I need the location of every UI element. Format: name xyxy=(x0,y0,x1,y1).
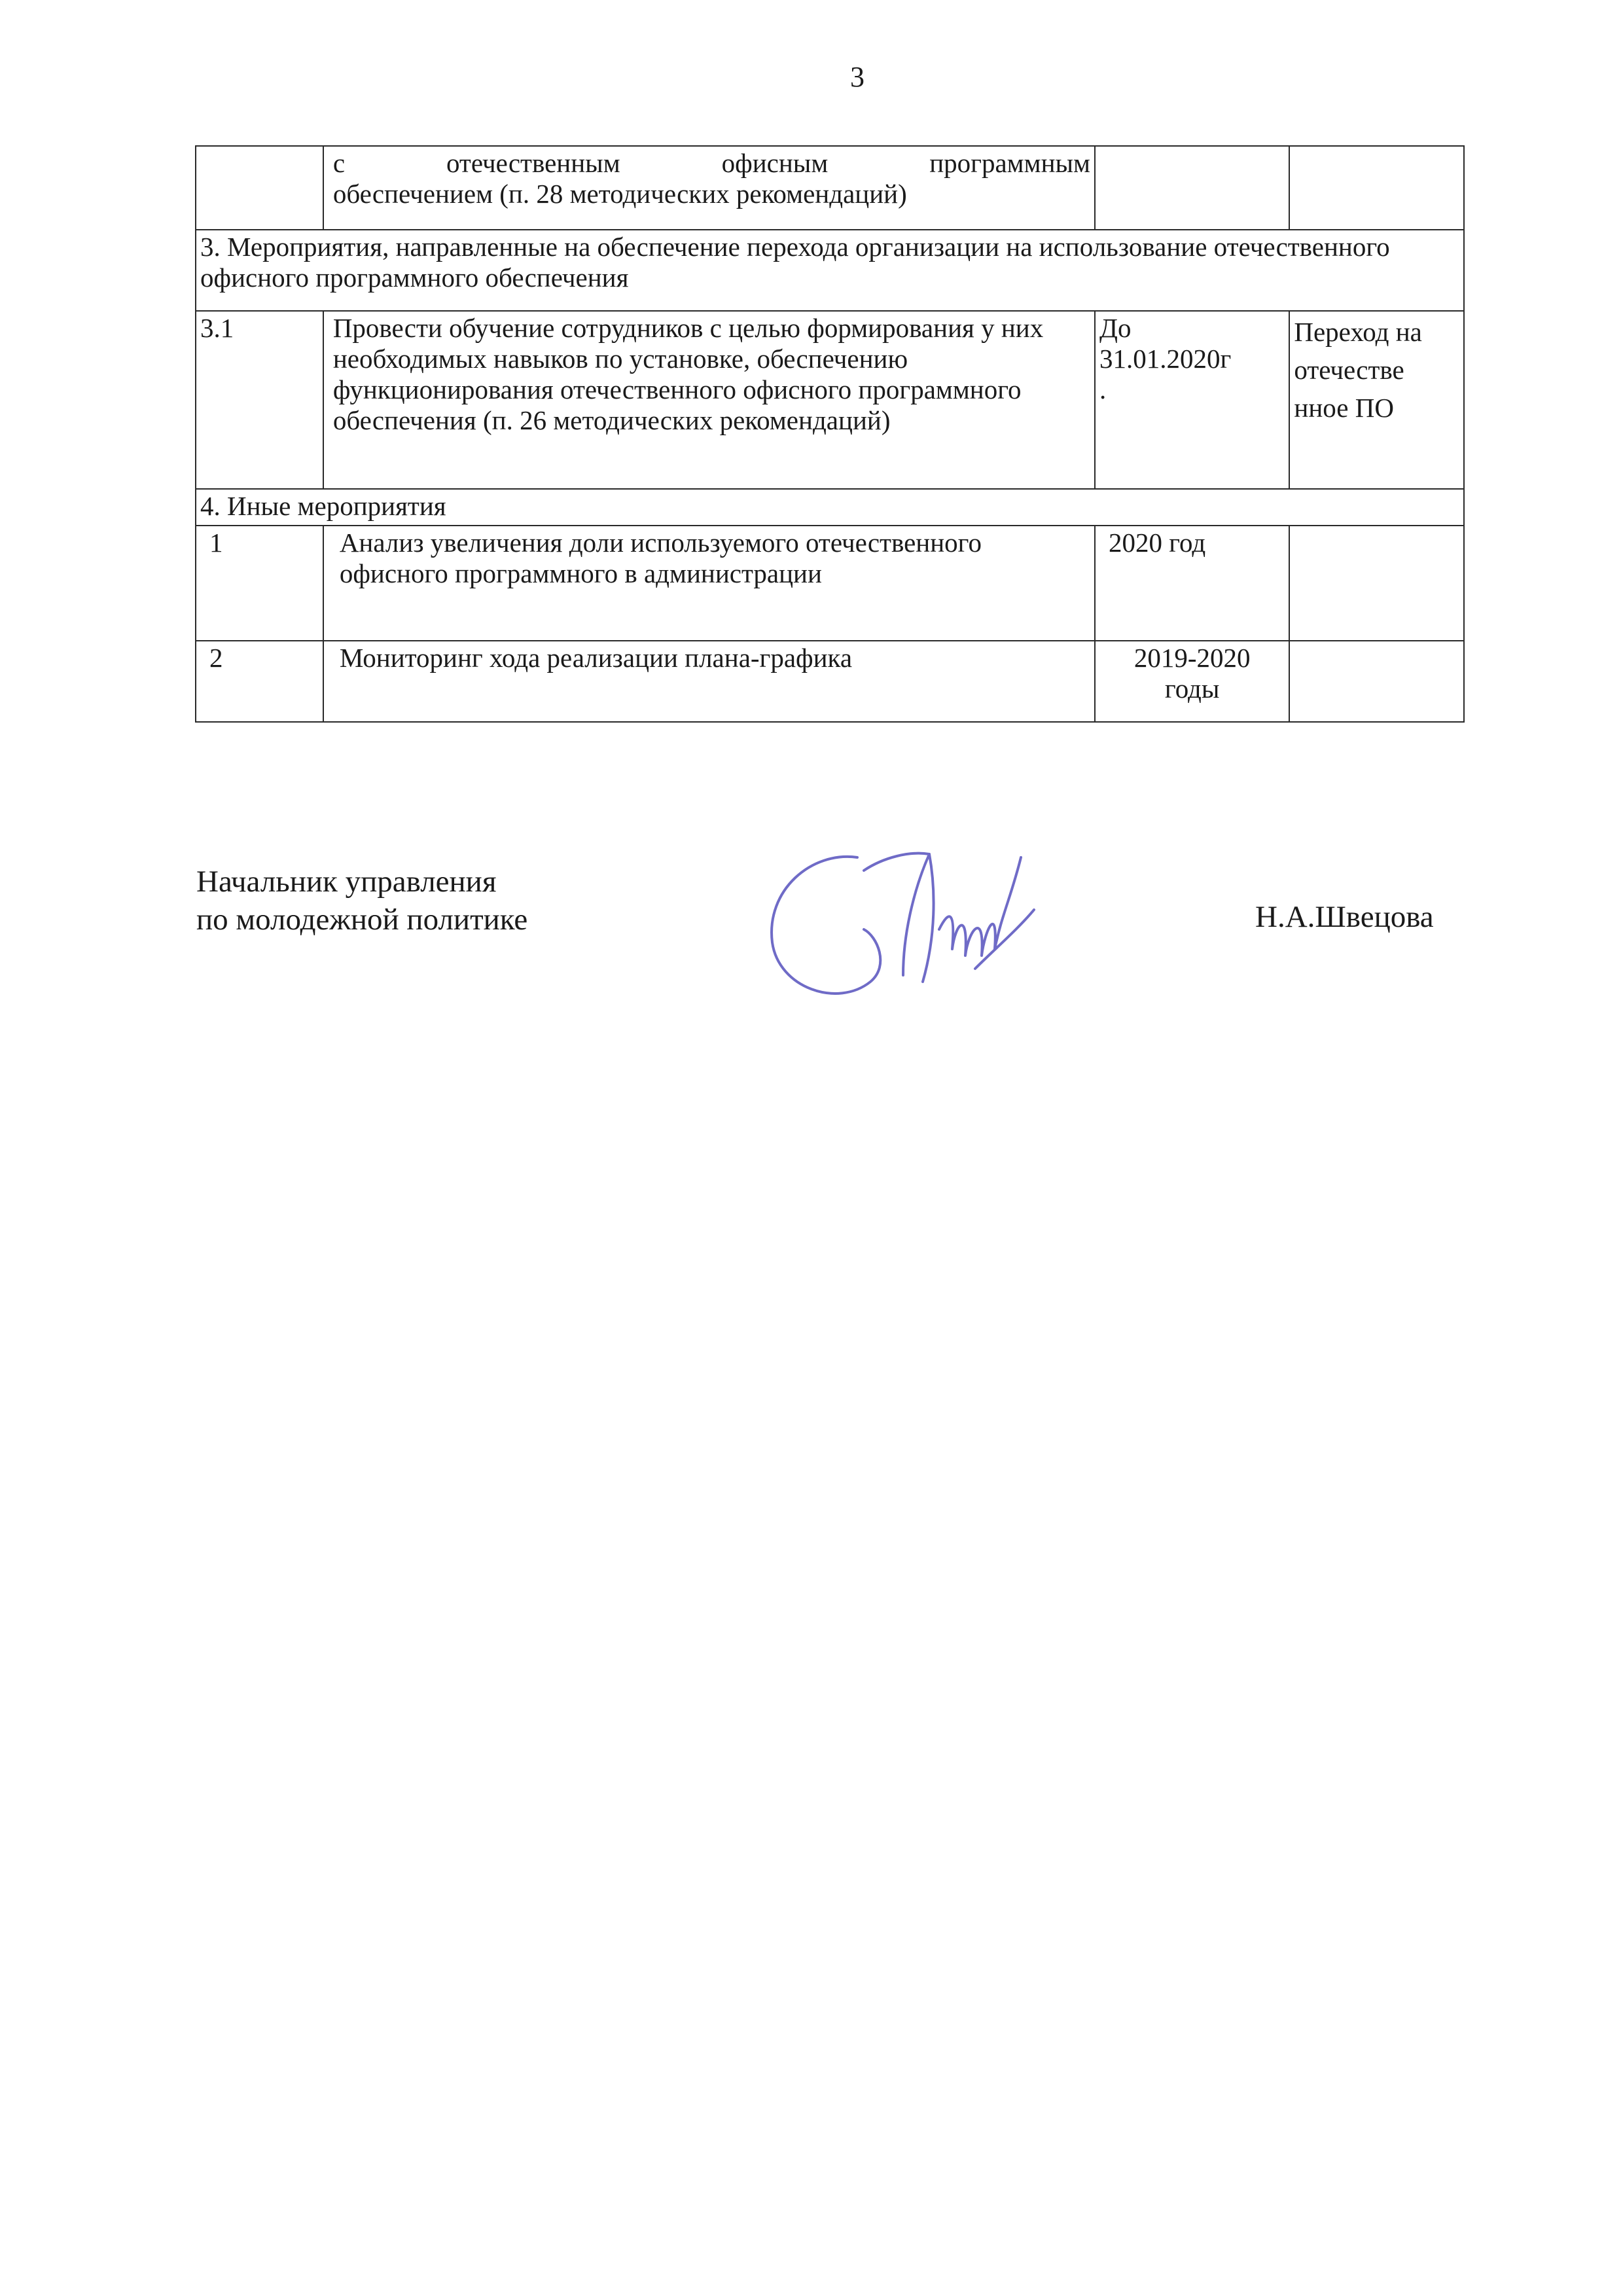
cell-text-line2: обеспечением (п. 28 методических рекомендаций) xyxy=(332,179,907,209)
cell-text xyxy=(323,146,1095,230)
cell-num: 2 xyxy=(196,641,323,722)
cell-num: 1 xyxy=(196,526,323,641)
table-row-4-2 xyxy=(196,641,1464,722)
cell-num: 3.1 xyxy=(196,311,323,489)
cell-num xyxy=(196,146,323,230)
deadline-line2: 31.01.2020г xyxy=(1099,344,1232,374)
position-line1: Начальник управления xyxy=(196,865,497,899)
cell-result xyxy=(1289,146,1464,230)
deadline-line3: . xyxy=(1099,374,1107,404)
cell-text: Анализ увеличения доли используемого отечественного офисного программного в администрации xyxy=(323,526,1095,641)
table-row-3-1 xyxy=(196,311,1464,489)
deadline-line2: годы xyxy=(1164,673,1220,704)
section-row-3 xyxy=(196,230,1464,311)
cell-deadline: 2020 год xyxy=(1095,526,1289,641)
signatory-position xyxy=(196,863,527,939)
deadline-line1: До xyxy=(1099,313,1132,343)
handwritten-signature xyxy=(759,831,1060,1008)
cell-text-line1: с отечественным офисным программным xyxy=(332,148,1091,178)
section-title-3: 3. Мероприятия, направленные на обеспечение перехода организации на использование отечественного офисного программного обеспечения xyxy=(196,230,1464,311)
plan-table xyxy=(195,145,1465,723)
cell-deadline xyxy=(1095,311,1289,489)
table-row-4-1 xyxy=(196,526,1464,641)
section-row-4 xyxy=(196,489,1464,526)
position-line2: по молодежной политике xyxy=(196,903,528,937)
page-number: 3 xyxy=(850,61,865,93)
cell-deadline xyxy=(1095,146,1289,230)
cell-result xyxy=(1289,526,1464,641)
section-title-4: 4. Иные мероприятия xyxy=(196,489,1464,526)
table-row-continuation xyxy=(196,146,1464,230)
cell-text: Провести обучение сотрудников с целью формирования у них необходимых навыков по установке, обеспечению функционирования отечественного офисного программного обеспечения (п. 26 методических рекомендаций) xyxy=(323,311,1095,489)
cell-result: Переход на отечестве нное ПО xyxy=(1289,311,1464,489)
cell-text: Мониторинг хода реализации плана-графика xyxy=(323,641,1095,722)
cell-result xyxy=(1289,641,1464,722)
deadline-line1: 2019-2020 xyxy=(1133,643,1251,673)
signatory-name: Н.А.Швецова xyxy=(1255,900,1434,934)
cell-deadline xyxy=(1095,641,1289,722)
